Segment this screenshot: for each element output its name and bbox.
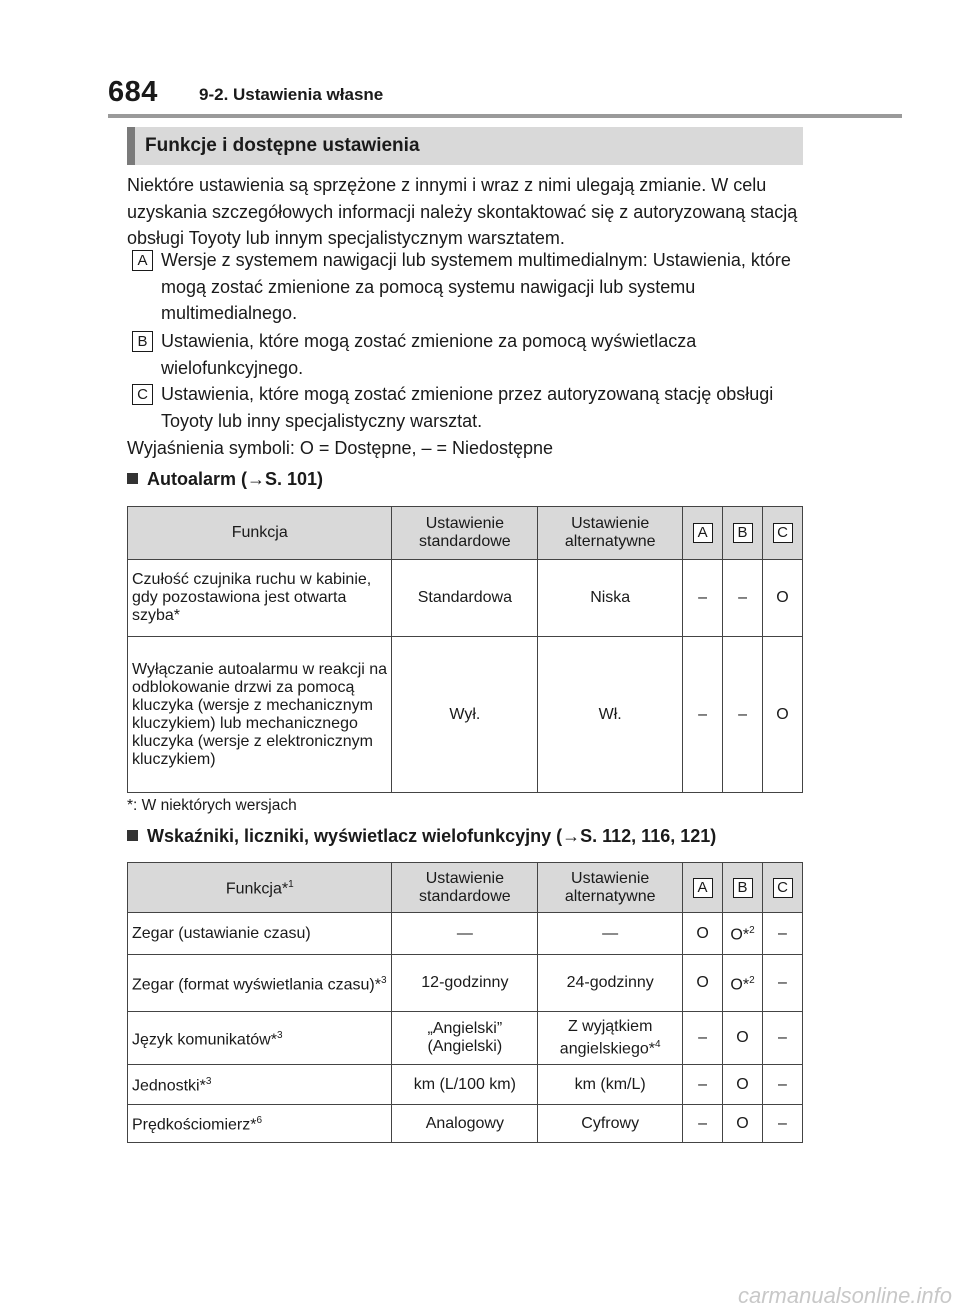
cell-standard: 12-godzinny — [392, 955, 538, 1012]
col-header-c — [763, 507, 803, 560]
col-header-standard: Ustawienie standardowe — [392, 507, 538, 560]
cell-standard: Analogowy — [392, 1105, 538, 1143]
letter-a-box: A — [693, 878, 713, 898]
cell-alternative: Cyfrowy — [538, 1105, 683, 1143]
cell-b: – — [723, 637, 763, 793]
cell-b: O — [723, 1105, 763, 1143]
cell-function: Zegar (format wyświetlania czasu)*$^3$ — [128, 955, 392, 1012]
cell-b: O*$^2$ — [723, 913, 763, 955]
letter-b-box: B — [733, 523, 753, 543]
table-header-row — [128, 863, 803, 913]
cell-b: – — [723, 560, 763, 637]
letter-c-box: C — [773, 523, 793, 543]
letter-a-box: A — [132, 250, 153, 271]
cell-standard: Standardowa — [392, 560, 538, 637]
cell-alternative: Wł. — [538, 637, 683, 793]
letter-c-box: C — [773, 878, 793, 898]
col-header-function: Funkcja — [128, 507, 392, 560]
gauges-table — [127, 862, 803, 1143]
cell-alternative: 24-godzinny — [538, 955, 683, 1012]
chapter-title: 9-2. Ustawienia własne — [199, 85, 384, 104]
cell-alternative: km (km/L) — [538, 1065, 683, 1105]
letter-a-box: A — [693, 523, 713, 543]
table-row — [128, 1105, 803, 1143]
table-row — [128, 913, 803, 955]
cell-b: O — [723, 1065, 763, 1105]
letter-b-box: B — [132, 331, 153, 352]
cell-standard: „Angielski” (Angielski) — [392, 1012, 538, 1065]
cell-standard: — — [392, 913, 538, 955]
cell-a: – — [683, 560, 723, 637]
cell-a: – — [683, 1065, 723, 1105]
cell-alternative: Niska — [538, 560, 683, 637]
cell-b: O*$^2$ — [723, 955, 763, 1012]
cell-a: O — [683, 955, 723, 1012]
cell-a: – — [683, 637, 723, 793]
cell-a: – — [683, 1105, 723, 1143]
cell-c: O — [763, 637, 803, 793]
col-header-a — [683, 863, 723, 913]
cell-function: Czułość czujnika ruchu w kabinie, gdy pozostawiona jest otwarta szyba* — [128, 560, 392, 637]
page-number: 684 — [108, 76, 158, 108]
footnote: *: W niektórych wersjach — [127, 797, 297, 814]
legend-text-c: Ustawienia, które mogą zostać zmienione przez autoryzowaną stację obsługi Toyoty lub inny specjalistyczny warsztat. — [161, 384, 774, 431]
col-header-b — [723, 863, 763, 913]
cell-standard: Wył. — [392, 637, 538, 793]
header-divider — [108, 114, 902, 118]
heading-autoalarm-text: Autoalarm (→S. 101) — [147, 469, 324, 489]
col-header-c — [763, 863, 803, 913]
bullet-square-icon — [127, 473, 138, 484]
letter-c-box: C — [132, 384, 153, 405]
cell-c: – — [763, 1012, 803, 1065]
cell-c: – — [763, 1065, 803, 1105]
cell-a: O — [683, 913, 723, 955]
cell-standard: km (L/100 km) — [392, 1065, 538, 1105]
bullet-square-icon — [127, 830, 138, 841]
cell-alternative: Z wyjątkiem angielskiego*$^4$ — [538, 1012, 683, 1065]
table-row — [128, 1065, 803, 1105]
heading-gauges — [127, 826, 716, 847]
autoalarm-table — [127, 506, 803, 793]
intro-paragraph: Niektóre ustawienia są sprzężone z innymi i wraz z nimi ulegają zmianie. W celu uzyskania szczegółowych informacji należy skontaktować się z autoryzowaną stacją obsługi Toyoty lub innym specjalistycznym warsztatem. — [127, 175, 798, 248]
table-row — [128, 955, 803, 1012]
heading-autoalarm — [127, 469, 323, 490]
symbols-note: Wyjaśnienia symboli: O = Dostępne, – = Niedostępne — [127, 438, 554, 458]
cell-function: Prędkościomierz*$^6$ — [128, 1105, 392, 1143]
section-title-box — [127, 127, 803, 165]
col-header-standard: Ustawienie standardowe — [392, 863, 538, 913]
cell-c: – — [763, 913, 803, 955]
cell-function: Język komunikatów*$^3$ — [128, 1012, 392, 1065]
cell-function: Jednostki*$^3$ — [128, 1065, 392, 1105]
letter-b-box: B — [733, 878, 753, 898]
cell-alternative: — — [538, 913, 683, 955]
col-header-alternative: Ustawienie alternatywne — [538, 863, 683, 913]
watermark: carmanualsonline.info — [737, 1283, 952, 1308]
col-header-b — [723, 507, 763, 560]
legend-text-a: Wersje z systemem nawigacji lub systemem multimedialnym: Ustawienia, które mogą zostać zmienione za pomocą systemu nawigacji lub systemu multimedialnego. — [161, 250, 791, 323]
table-row — [128, 637, 803, 793]
heading-gauges-text: Wskaźniki, liczniki, wyświetlacz wielofunkcyjny (→S. 112, 116, 121) — [147, 826, 717, 846]
table-row — [128, 560, 803, 637]
cell-b: O — [723, 1012, 763, 1065]
table-header-row — [128, 507, 803, 560]
col-header-a — [683, 507, 723, 560]
cell-c: – — [763, 955, 803, 1012]
cell-a: – — [683, 1012, 723, 1065]
table-row — [128, 1012, 803, 1065]
col-header-alternative: Ustawienie alternatywne — [538, 507, 683, 560]
section-title: Funkcje i dostępne ustawienia — [145, 135, 420, 156]
cell-function: Wyłączanie autoalarmu w reakcji na odblokowanie drzwi za pomocą kluczyka (wersje z mechanicznym kluczykiem) lub mechanicznego kluczyka (wersje z elektronicznym kluczykiem) — [128, 637, 392, 793]
cell-function: Zegar (ustawianie czasu) — [128, 913, 392, 955]
legend-text-b: Ustawienia, które mogą zostać zmienione za pomocą wyświetlacza wielofunkcyjnego. — [161, 331, 697, 378]
cell-c: O — [763, 560, 803, 637]
cell-c: – — [763, 1105, 803, 1143]
col-header-function: Funkcja*$^1$ — [128, 863, 392, 913]
